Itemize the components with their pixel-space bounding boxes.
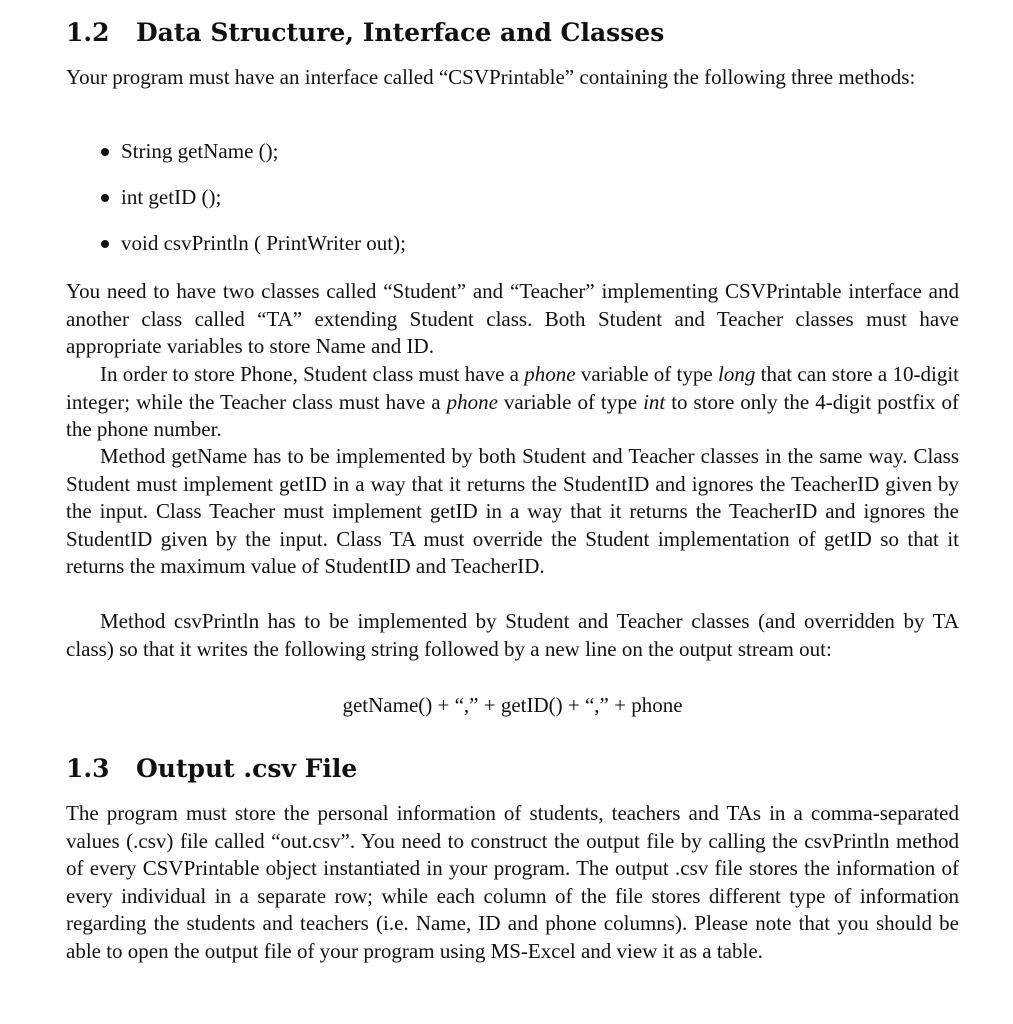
- section-title: Data Structure, Interface and Classes: [136, 18, 665, 47]
- long-emphasis: long: [718, 362, 756, 386]
- section-number: 1.2: [66, 18, 110, 47]
- section-number: 1.3: [66, 754, 110, 783]
- output-csv-paragraph: The program must store the personal information of students, teachers and TAs in a comma-separated values (.csv) file called “out.csv”. You need to construct the output file by calling the csvPrintln method of every CSVPrintable object instantiated in your program. The output .csv file stores the information of every individual in a separate row; while each column of the file stores different type of information regarding the students and teachers (i.e. Name, ID and phone columns). Please note that you should be able to open the output file of your program using MS-Excel and view it as a table.: [66, 801, 959, 963]
- bullet-icon: [101, 148, 109, 156]
- section-heading-1-2: [66, 18, 664, 47]
- phone-emphasis: phone: [524, 362, 576, 386]
- intro-paragraph: Your program must have an interface called “CSVPrintable” containing the following three methods:: [66, 65, 916, 89]
- output-formula: getName() + “,” + getID() + “,” + phone: [342, 693, 683, 717]
- getname-paragraph: Method getName has to be implemented by both Student and Teacher classes in the same way. Class Student must implement getID in a way that it returns the StudentID and ignores the TeacherID given by the input. Class Teacher must implement getID in a way that it returns the TeacherID and ignores the StudentID given by the input. Class TA must override the Student implementation of getID so that it returns the maximum value of StudentID and TeacherID.: [66, 444, 959, 578]
- classes-paragraph: You need to have two classes called “Student” and “Teacher” implementing CSVPrintable interface and another class called “TA” extending Student class. Both Student and Teacher classes must have appropriate variables to store Name and ID.: [66, 279, 959, 358]
- section-heading-1-3: [66, 754, 357, 783]
- bullet-icon: [101, 240, 109, 248]
- int-emphasis: int: [643, 389, 666, 414]
- phone-paragraph: In order to store Phone, Student class must have a phone variable of type long that can store a 10-digit integer; while the Teacher class must have a phone variable of type int to store only the 4-digit postfix of the phone number.: [66, 362, 959, 441]
- phone-emphasis: phone: [446, 389, 498, 414]
- section-title: Output .csv File: [136, 754, 358, 783]
- bullet-icon: [101, 194, 109, 202]
- csvprintln-paragraph: Method csvPrintln has to be implemented by Student and Teacher classes (and overridden by TA class) so that it writes the following string followed by a new line on the output stream out:: [66, 609, 959, 661]
